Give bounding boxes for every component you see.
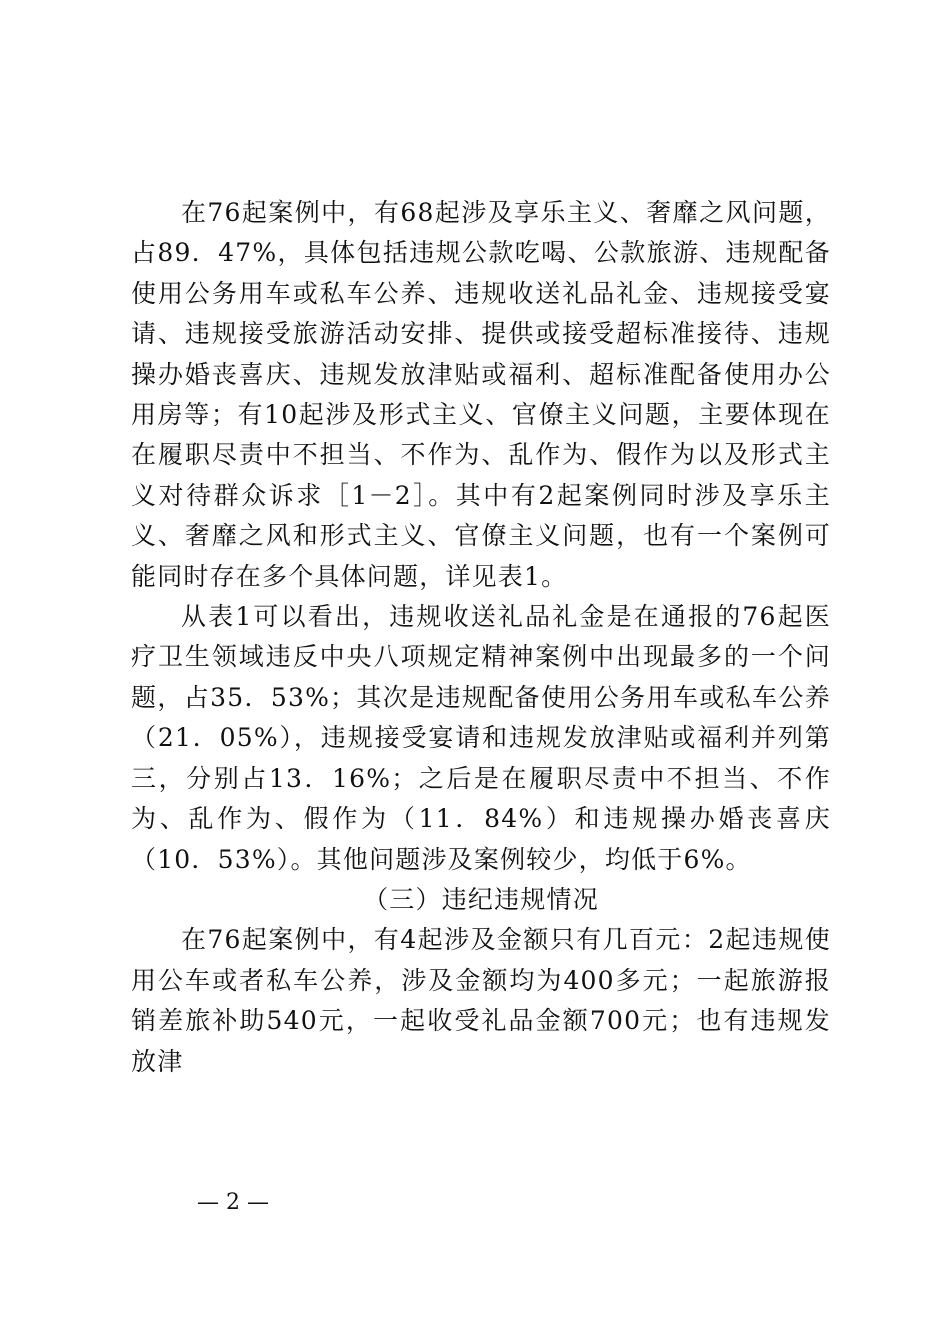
page-number: — 2 — — [197, 1190, 269, 1215]
paragraph-violation-amounts: 在76起案例中，有4起涉及金额只有几百元：2起违规使用公车或者私车公养，涉及金额均为400多元；一起旅游报销差旅补助540元，一起收受礼品金额700元；也有违规发放津 — [131, 925, 831, 1076]
section-heading: （三）违纪违规情况 — [363, 884, 599, 914]
paragraph-table-analysis: 从表1可以看出，违规收送礼品礼金是在通报的76起医疗卫生领域违反中央八项规定精神案例中出现最多的一个问题，占35．53%；其次是违规配备使用公务用车或私车公养（21．05%），违规接受宴请和违规发放津贴或福利并列第三，分别占13．16%；之后是在履职尽责中不担当、不作为、乱作为、假作为（11．84%）和违规操办婚丧喜庆（10．53%）。其他问题涉及案例较少，均低于6%。 — [131, 602, 831, 874]
paragraph-case-overview: 在76起案例中，有68起涉及享乐主义、奢靡之风问题，占89．47%，具体包括违规公款吃喝、公款旅游、违规配备使用公务用车或私车公养、违规收送礼品礼金、违规接受宴请、违规接受旅游活动安排、提供或接受超标准接待、违规操办婚丧喜庆、违规发放津贴或福利、超标准配备使用办公用房等；有10起涉及形式主义、官僚主义问题，主要体现在在履职尽责中不担当、不作为、乱作为、假作为以及形式主义对待群众诉求［1－2］。其中有2起案例同时涉及享乐主义、奢靡之风和形式主义、官僚主义问题，也有一个案例可能同时存在多个具体问题，详见表1。 — [131, 198, 831, 591]
body-text — [131, 193, 831, 1082]
